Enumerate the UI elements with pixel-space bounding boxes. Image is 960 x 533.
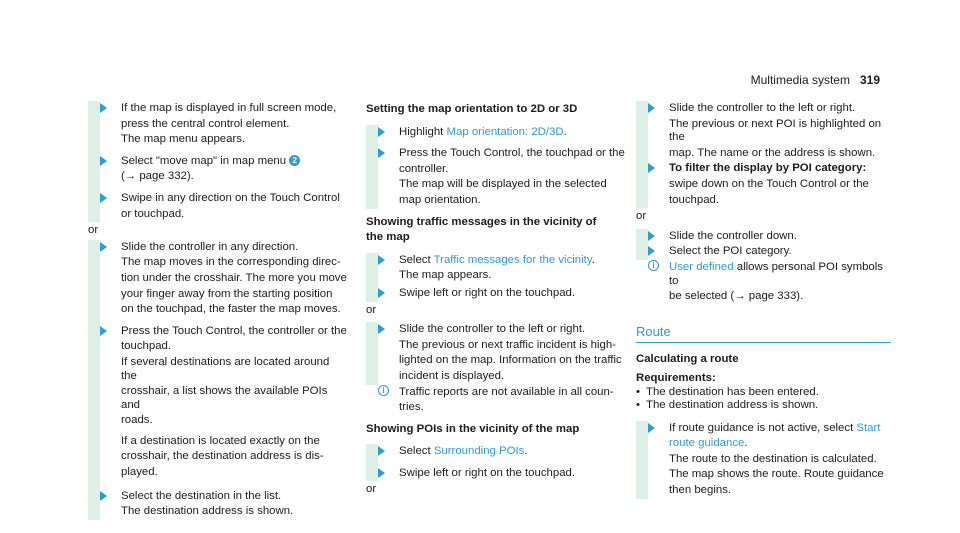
text-line: . xyxy=(591,253,595,266)
text-line: Press the Touch Control, the controller or the xyxy=(121,324,347,337)
text-line: Highlight xyxy=(399,125,447,138)
arrow-right-icon xyxy=(100,156,107,166)
text-line: The previous or next traffic incident is high- xyxy=(399,338,616,351)
section-heading: Showing traffic messages in the vicinity of xyxy=(366,215,597,228)
text-line: tries. xyxy=(399,401,424,414)
menu-item-start-route-guidance[interactable]: Start xyxy=(856,421,881,434)
menu-item-map-orientation[interactable]: Map orientation: 2D/3D xyxy=(446,125,564,138)
arrow-right-icon xyxy=(100,242,107,252)
text-line: The map moves in the corresponding direc- xyxy=(121,256,341,269)
arrow-right-icon xyxy=(100,491,107,501)
arrow-right-icon xyxy=(100,193,107,203)
text-line: map. The name or the address is shown. xyxy=(669,146,876,159)
text-line: Slide the controller in any direction. xyxy=(121,240,299,253)
arrow-right-icon xyxy=(378,324,385,334)
menu-item-start-route-guidance[interactable]: route guidance xyxy=(669,437,745,450)
arrow-right-icon xyxy=(378,127,385,137)
page-reference: (→ page 332). xyxy=(121,170,194,183)
text-line: Select xyxy=(399,445,434,458)
text-line: If the map is displayed in full screen mode, xyxy=(121,102,337,114)
or-label: or xyxy=(636,210,647,223)
step-filter-poi xyxy=(636,161,891,208)
text-line: To filter the display by POI category: xyxy=(669,162,867,175)
text-line: incident is displayed. xyxy=(399,369,505,382)
step-press xyxy=(88,324,348,489)
section-heading: Calculating a route xyxy=(636,353,739,366)
text-line: Select the POI category. xyxy=(669,245,792,258)
text-line: Swipe left or right on the touchpad. xyxy=(399,286,576,299)
text-line: Select "move map" in map menu xyxy=(121,154,287,167)
number-badge: 2 xyxy=(289,155,300,166)
step-swipe xyxy=(88,191,348,222)
step-select-pois xyxy=(366,444,626,466)
step-select-category xyxy=(636,244,891,260)
step-slide xyxy=(88,240,348,324)
list-item: • The destination address is shown. xyxy=(636,399,891,413)
text-line: lighted on the map. Information on the traffic xyxy=(399,354,622,367)
text-line: Slide the controller to the left or right. xyxy=(669,102,856,114)
text-line: Select xyxy=(399,253,434,266)
arrow-right-icon xyxy=(648,246,655,256)
section-heading: Setting the map orientation to 2D or 3D xyxy=(366,103,578,115)
text-line: The previous or next POI is highlighted on the xyxy=(669,117,882,144)
text-line: If a destination is located exactly on the xyxy=(121,434,320,447)
text-line: . xyxy=(563,125,567,138)
info-icon: i xyxy=(648,260,659,271)
text-line: your finger away from the starting position xyxy=(121,287,333,300)
step-highlight-orientation xyxy=(366,125,626,147)
step-select-traffic xyxy=(366,253,626,286)
menu-item-traffic-messages[interactable]: Traffic messages for the vicinity xyxy=(433,253,592,266)
or-label: or xyxy=(366,483,377,496)
text-line: Swipe left or right on the touchpad. xyxy=(399,466,576,479)
step-display-map xyxy=(88,101,348,154)
text-line: The destination address is shown. xyxy=(121,505,294,518)
arrow-right-icon xyxy=(378,288,385,298)
note-user-defined xyxy=(636,260,891,305)
arrow-right-icon xyxy=(100,326,107,336)
column-1 xyxy=(88,101,348,520)
arrow-right-icon xyxy=(378,148,385,158)
text-line: roads. xyxy=(121,414,153,427)
text-line: If several destinations are located around the xyxy=(121,355,330,382)
column-3 xyxy=(636,101,891,499)
step-slide-down xyxy=(636,229,891,245)
text-line: swipe down on the Touch Control or the xyxy=(669,177,869,190)
requirements-label: Requirements: xyxy=(636,371,716,384)
text-line: The map shows the route. Route guidance xyxy=(669,468,884,481)
text-line: controller. xyxy=(399,162,449,175)
arrow-right-icon xyxy=(648,423,655,433)
text-line: crosshair, the destination address is dis- xyxy=(121,450,324,463)
or-label: or xyxy=(88,224,99,237)
column-2 xyxy=(366,101,626,499)
arrow-right-icon xyxy=(648,231,655,241)
arrow-right-icon xyxy=(648,163,655,173)
text-line: touchpad. xyxy=(121,340,172,353)
arrow-right-icon xyxy=(648,103,655,113)
section-title-route: Route xyxy=(636,325,891,344)
step-move-map xyxy=(88,154,348,191)
header-title: Multimedia system xyxy=(750,73,850,87)
text-line: The map menu appears. xyxy=(121,133,246,146)
text-line: The map appears. xyxy=(399,269,492,282)
text-line: map orientation. xyxy=(399,193,481,206)
step-slide-traffic xyxy=(366,322,626,384)
page-header xyxy=(751,74,880,88)
text-line: on the touchpad, the faster the map moves. xyxy=(121,303,341,316)
section-heading: Showing POIs in the vicinity of the map xyxy=(366,422,580,435)
text-line: Traffic reports are not available in all coun- xyxy=(399,385,614,398)
step-swipe-traffic xyxy=(366,286,626,302)
text-line: The map will be displayed in the selected xyxy=(399,178,607,191)
step-slide-poi xyxy=(636,101,891,161)
text-line: Slide the controller to the left or right. xyxy=(399,323,586,336)
or-label: or xyxy=(366,303,377,316)
text-line: or touchpad. xyxy=(121,207,185,220)
step-press-touch-control xyxy=(366,146,626,208)
step-select-destination xyxy=(88,489,348,520)
text-line: The route to the destination is calculated. xyxy=(669,452,877,465)
text-line: . xyxy=(744,437,748,450)
text-line: then begins. xyxy=(669,484,732,497)
text-line: If route guidance is not active, select xyxy=(669,421,857,434)
text-line: Swipe in any direction on the Touch Control xyxy=(121,191,340,204)
text-line: Press the Touch Control, the touchpad or the xyxy=(399,147,625,160)
text-line: allows personal POI symbols to xyxy=(669,260,883,287)
text-line: played. xyxy=(121,466,158,479)
menu-item-surrounding-pois[interactable]: Surrounding POIs xyxy=(433,445,525,458)
arrow-right-icon xyxy=(378,255,385,265)
text-line: crosshair, a list shows the available POIs and xyxy=(121,385,328,411)
note-traffic-reports xyxy=(366,385,626,416)
section-heading: the map xyxy=(366,231,410,244)
text-line: Slide the controller down. xyxy=(669,229,797,242)
step-start-guidance xyxy=(636,421,891,499)
step-swipe-pois xyxy=(366,466,626,482)
arrow-right-icon xyxy=(100,103,107,113)
page-number: 319 xyxy=(859,73,880,87)
arrow-right-icon xyxy=(378,446,385,456)
info-icon: i xyxy=(378,385,389,396)
text-line: Select the destination in the list. xyxy=(121,489,282,502)
menu-item-user-defined[interactable]: User defined xyxy=(669,260,734,273)
list-item: • The destination has been entered. xyxy=(636,386,891,400)
text-line: be selected (→ page 333). xyxy=(669,290,804,303)
text-line: press the central control element. xyxy=(121,117,290,130)
arrow-right-icon xyxy=(378,468,385,478)
text-line: tion under the crosshair. The more you move xyxy=(121,271,347,284)
text-line: touchpad. xyxy=(669,193,720,206)
text-line: . xyxy=(524,445,528,458)
